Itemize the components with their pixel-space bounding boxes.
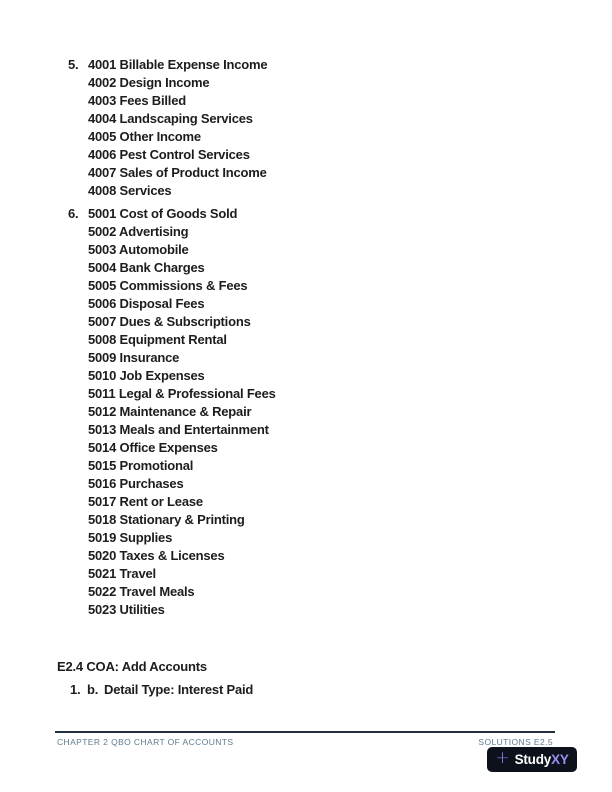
list-number: 5. (68, 57, 79, 72)
sub-item-letter: b. (87, 682, 99, 697)
account-list-expenses (88, 205, 276, 619)
sub-item (70, 682, 253, 697)
account-line: 4008 Services (88, 183, 172, 198)
account-line: 4007 Sales of Product Income (88, 165, 267, 180)
account-line: 4006 Pest Control Services (88, 147, 250, 162)
sub-item-number: 1. (70, 682, 81, 697)
account-line: 5006 Disposal Fees (88, 296, 205, 311)
list-number: 6. (68, 206, 79, 221)
account-line: 5020 Taxes & Licenses (88, 548, 225, 563)
account-line: 5005 Commissions & Fees (88, 278, 248, 293)
account-line: 5022 Travel Meals (88, 584, 195, 599)
account-line: 5015 Promotional (88, 458, 194, 473)
plus-icon: + (495, 748, 510, 768)
account-line: 5004 Bank Charges (88, 260, 205, 275)
account-line: 5016 Purchases (88, 476, 184, 491)
account-line: 5023 Utilities (88, 602, 165, 617)
brand-name-accent: XY (551, 752, 569, 767)
account-line: 5014 Office Expenses (88, 440, 218, 455)
list-item-5 (68, 56, 267, 200)
account-line: 5008 Equipment Rental (88, 332, 227, 347)
account-line: 5021 Travel (88, 566, 156, 581)
account-line: 5019 Supplies (88, 530, 173, 545)
account-line: 5001 Cost of Goods Sold (88, 206, 238, 221)
account-line: 4003 Fees Billed (88, 93, 186, 108)
account-line: 5002 Advertising (88, 224, 189, 239)
account-line: 5017 Rent or Lease (88, 494, 203, 509)
account-line: 5011 Legal & Professional Fees (88, 386, 276, 401)
account-line: 5012 Maintenance & Repair (88, 404, 252, 419)
footer-solutions-label: SOLUTIONS E2.5 (478, 737, 553, 747)
studyxy-logo-badge (487, 747, 577, 772)
account-line: 5010 Job Expenses (88, 368, 205, 383)
section-heading: E2.4 COA: Add Accounts (57, 659, 207, 674)
account-line: 5003 Automobile (88, 242, 189, 257)
account-line: 4001 Billable Expense Income (88, 57, 268, 72)
account-list-income (88, 56, 267, 200)
account-line: 5009 Insurance (88, 350, 180, 365)
account-line: 5013 Meals and Entertainment (88, 422, 269, 437)
account-line: 5007 Dues & Subscriptions (88, 314, 251, 329)
brand-name-primary: Study (514, 752, 552, 767)
list-item-6 (68, 205, 276, 619)
brand-name (515, 752, 569, 767)
footer-divider (55, 731, 555, 733)
footer-chapter-label: CHAPTER 2 QBO CHART OF ACCOUNTS (57, 737, 234, 747)
account-line: 5018 Stationary & Printing (88, 512, 245, 527)
sub-item-text: Detail Type: Interest Paid (104, 682, 254, 697)
account-line: 4005 Other Income (88, 129, 201, 144)
account-line: 4002 Design Income (88, 75, 210, 90)
account-line: 4004 Landscaping Services (88, 111, 253, 126)
